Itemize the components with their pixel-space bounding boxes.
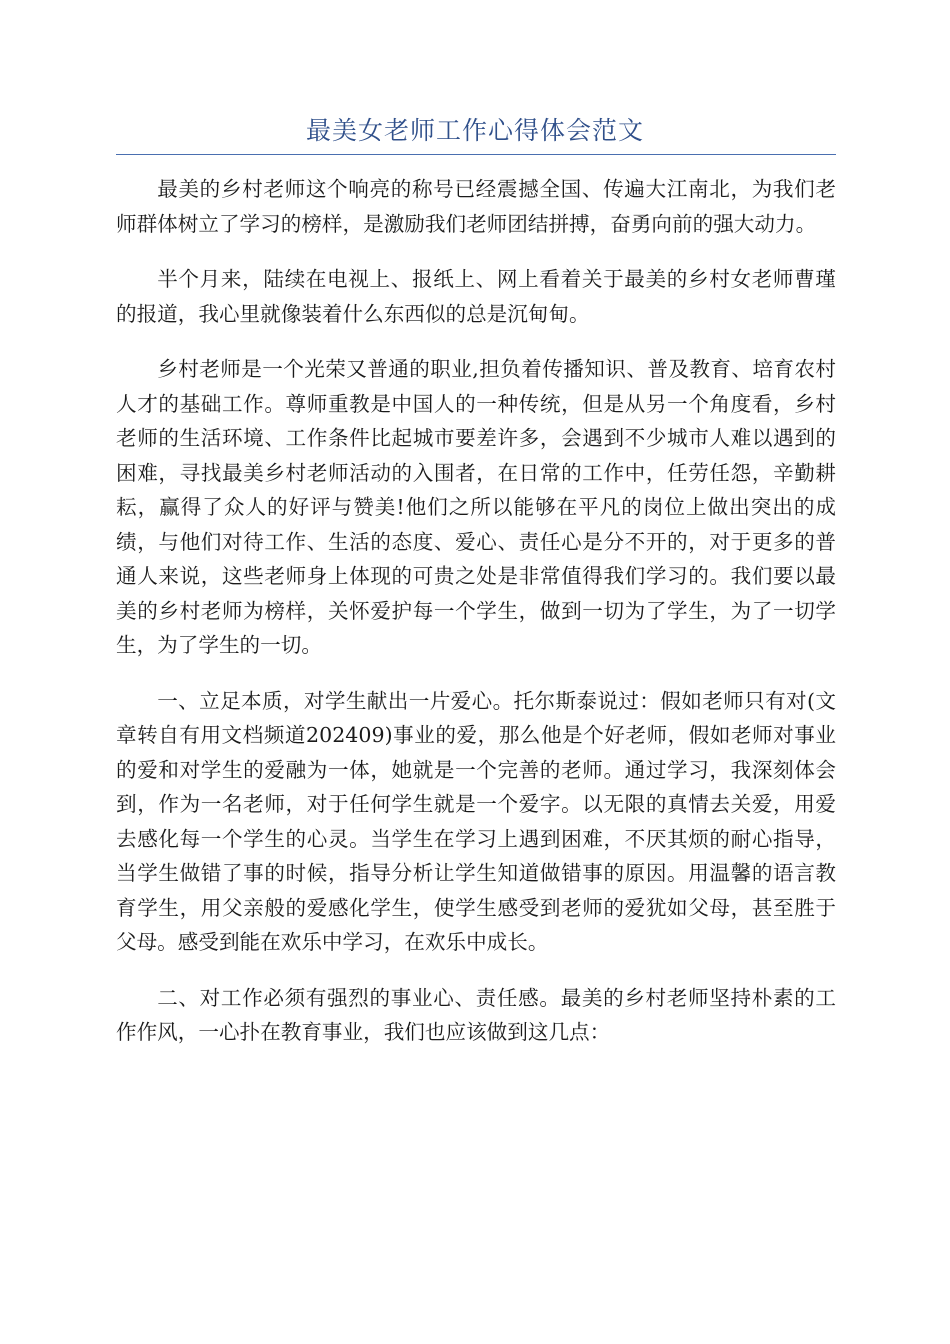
paragraph-4: 一、立足本质，对学生献出一片爱心。托尔斯泰说过：假如老师只有对(文章转自有用文档频道202409)事业的爱，那么他是个好老师，假如老师对事业的爱和对学生的爱融为一体，她就是一个完善的老师。通过学习，我深刻体会到，作为一名老师，对于任何学生就是一个爱字。以无限的真情去关爱，用爱去感化每一个学生的心灵。当学生在学习上遇到困难，不厌其烦的耐心指导，当学生做错了事的时候，指导分析让学生知道做错事的原因。用温馨的语言教育学生，用父亲般的爱感化学生，使学生感受到老师的爱犹如父母，甚至胜于父母。感受到能在欢乐中学习，在欢乐中成长。 [116,688,836,954]
paragraph-1: 最美的乡村老师这个响亮的称号已经震撼全国、传遍大江南北，为我们老师群体树立了学习的榜样，是激励我们老师团结拼搏，奋勇向前的强大动力。 [116,177,836,236]
paragraph-3: 乡村老师是一个光荣又普通的职业,担负着传播知识、普及教育、培育农村人才的基础工作。尊师重教是中国人的一种传统，但是从另一个角度看，乡村老师的生活环境、工作条件比起城市要差许多，会遇到不少城市人难以遇到的困难，寻找最美乡村老师活动的入围者，在日常的工作中，任劳任怨，辛勤耕耘，赢得了众人的好评与赞美!他们之所以能够在平凡的岗位上做出突出的成绩，与他们对待工作、生活的态度、爱心、责任心是分不开的，对于更多的普通人来说，这些老师身上体现的可贵之处是非常值得我们学习的。我们要以最美的乡村老师为榜样，关怀爱护每一个学生，做到一切为了学生，为了一切学生，为了学生的一切。 [116,357,836,657]
paragraph-5: 二、对工作必须有强烈的事业心、责任感。最美的乡村老师坚持朴素的工作作风，一心扑在教育事业，我们也应该做到这几点： [116,985,836,1044]
title-underline [116,154,836,155]
document-title: 最美女老师工作心得体会范文 [305,116,644,145]
paragraph-2: 半个月来，陆续在电视上、报纸上、网上看着关于最美的乡村女老师曹瑾的报道，我心里就像装着什么东西似的总是沉甸甸。 [116,267,836,326]
document-body [116,172,836,1071]
